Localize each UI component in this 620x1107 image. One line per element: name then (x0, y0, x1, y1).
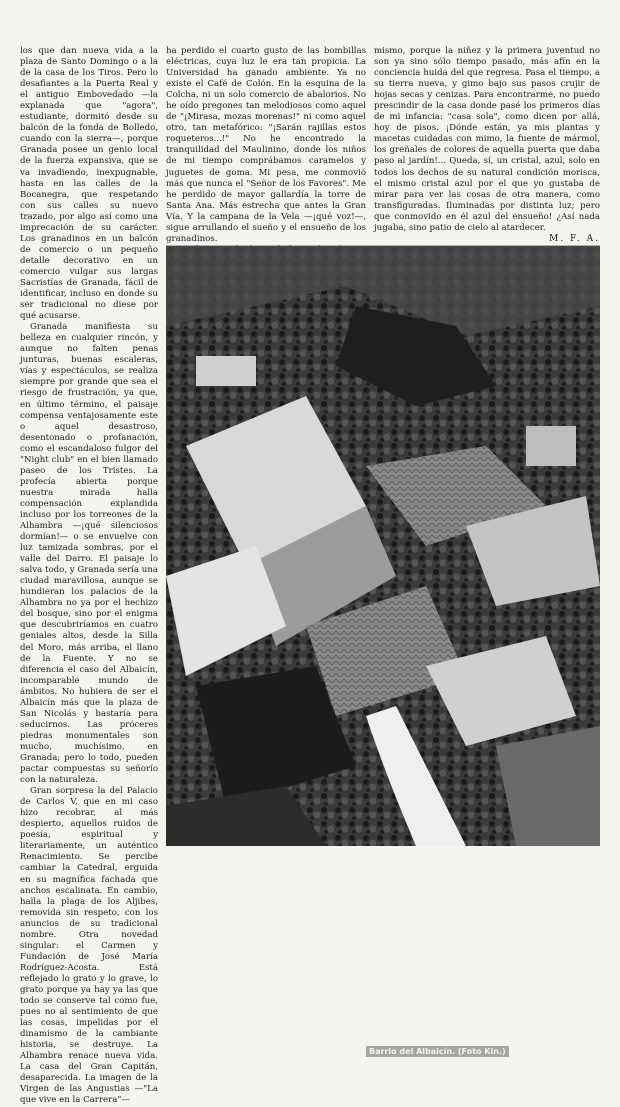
photo-caption: Barrio del Albaicín. (Foto Kin.) (366, 1046, 509, 1057)
author-signature: M. F. A. (549, 234, 600, 244)
paragraph: mismo, porque la niñez y la primera juventud no son ya sino sólo tiempo pasado, más afín en la conciencia huida del que regresa. Pasa el tiempo, a su tierra nueva, y gimo bajo sus pasos crujir de hojas secas y cenizas. Para encontrarme, no puedo prescindir de la casa donde pasé los primeros días de mi infancia: "casa sola", como dicen por allá, hoy de pisos. ¡Dónde están, ya mis plantas y macetas cuidadas con mimo, la fuente de mármol, los greñales de colores de aquella puerta que daba paso al jardín!... Queda, sí, un cristal, azul, solo en todos los dechos de su natural condición morisca, el mismo cristal azul por el que yo gustaba de mirar para ver las cosas de otra manera, como transfiguradas. Iluminadas por distinta luz; pero que conmovido en él azul del ensueño! ¿Así nada jugaba, sino patio de cielo al atardecer. (374, 46, 600, 233)
paragraph: Granada manifiesta su belleza en cualquier rincón, y aunque no falten penas junturas, buenas escaleras, vías y espectáculos, se realiza siempre por grande que sea el riesgo de frustración, ya que, en último término, el paisaje compensa ventajosamente este o aquel desastroso, desentonado o profanación, como el escandaloso fulgor del "Night club" en el bien llamado paseo de los Tristes. La profecía abierta porque nuestra mirada halla compensación explandida incluso por los torreones de la Alhambra —¡qué silenciosos dormían!— o se envuelve con luz tamizada sombras, por el valle del Darro. El paisaje lo salva todo, y Granada sería una ciudad maravillosa, aunque se hundieran los palacios de la Alhambra no ya por el hechizo del bosque, sino por el enigma que descubriríamos en cuatro geniales altos, desde la Silla del Moro, más arriba, el llano de la Fuente. Y no se diferencia el caso del Albaicín, incomparable mundo de ámbitos. No hubiera de ser el Albaicín más que la plaza de San Nicolás y bastaría para seducirnos. Las próceres piedras monumentales son mucho, muchísimo, en Granada; pero lo todo, pueden pactar compuestas su señorío con la naturaleza. (20, 322, 158, 786)
article-column-3 (374, 46, 600, 256)
paragraph: Gran sorpresa la del Palacio de Carlos V, que en mi caso hizo recobrar, al más despierto, aquellos ruidos de poesía, espiritual y literariamente, un auténtico Renacimiento. Se percibe cambiar la Catedral, erguida en su magnífica fachada que anchos escalinata. En cambio, halla la plaga de los Aljibes, removida sin respeto, con los anuncios de su tradicional nombre. Otra novedad singular: el Carmen y Fundación de José María Rodríguez-Acosta. Está reflejado lo grato y lo grave, lo grato porque ya hay ya las que todo se conserve tal como fue, pues no al sentimiento de que las cosas, impelidas por el dinamismo de la cambiante historia, se destruye. La Alhambra renace nueva vida. La casa del Gran Capitán, desaparecida. La imagen de la Virgen de las Angustias —"La que vive en la Carrera"— (20, 786, 158, 1106)
paragraph: los que dan nueva vida a la plaza de Santo Domingo o a la de la casa de los Tiros. Pero lo desafiantes a la Puerta Real y el antiguo Embovedado —la explanada que "agora", estudiante, dormitó desde su balcón de la fonda de Bolledo, cuando con la sierra—, porque Granada posee un genio local de la fuerza expansiva, que se va invadiendo, inexpugnable, hasta en las calles de la Bocanegra, que respetando con sus calles su nuevo trazado, por algo así como una imprecación de su carácter. Los granadinos en un balcón de comercio o un pequeño detalle decorativo en un comercio vulgar sus largas Sacristías de Granada, fácil de identificar, incluso en donde su ser tradicional no diese por qué acusarse. (20, 46, 158, 322)
paragraph: ha perdido el cuarto gusto de las bombillas eléctricas, cuya luz le era tan propicia. La Universidad ha ganado ambiente. Ya no existe el Café de Colón. En la esquina de la Colcha, ni un solo comercio de abalorios. No he oído pregones tan melodiosos como aquel de "¡Mirasa, mozas morenas!" ni como aquel otro, tan metafórico: "¡Sarán rajillas estos roqueteros...!" No he encontrado la tranquilidad del Maulinino, donde los niños de mi tiempo comprábamos caramelos y juguetes de goma. Mi pesa, me conmovió más que nunca el "Señor de los Favores". Me he perdido de mayor gallardía la torre de Santa Ana. Más estrecha que antes la Gran Vía. Y la campana de la Vela —¡qué voz!—, sigue arrullando el sueño y el ensueño de los granadinos. (166, 46, 366, 244)
article-column-2 (166, 46, 366, 251)
article-column-1 (20, 46, 158, 1106)
albaicin-photo (166, 246, 600, 1056)
